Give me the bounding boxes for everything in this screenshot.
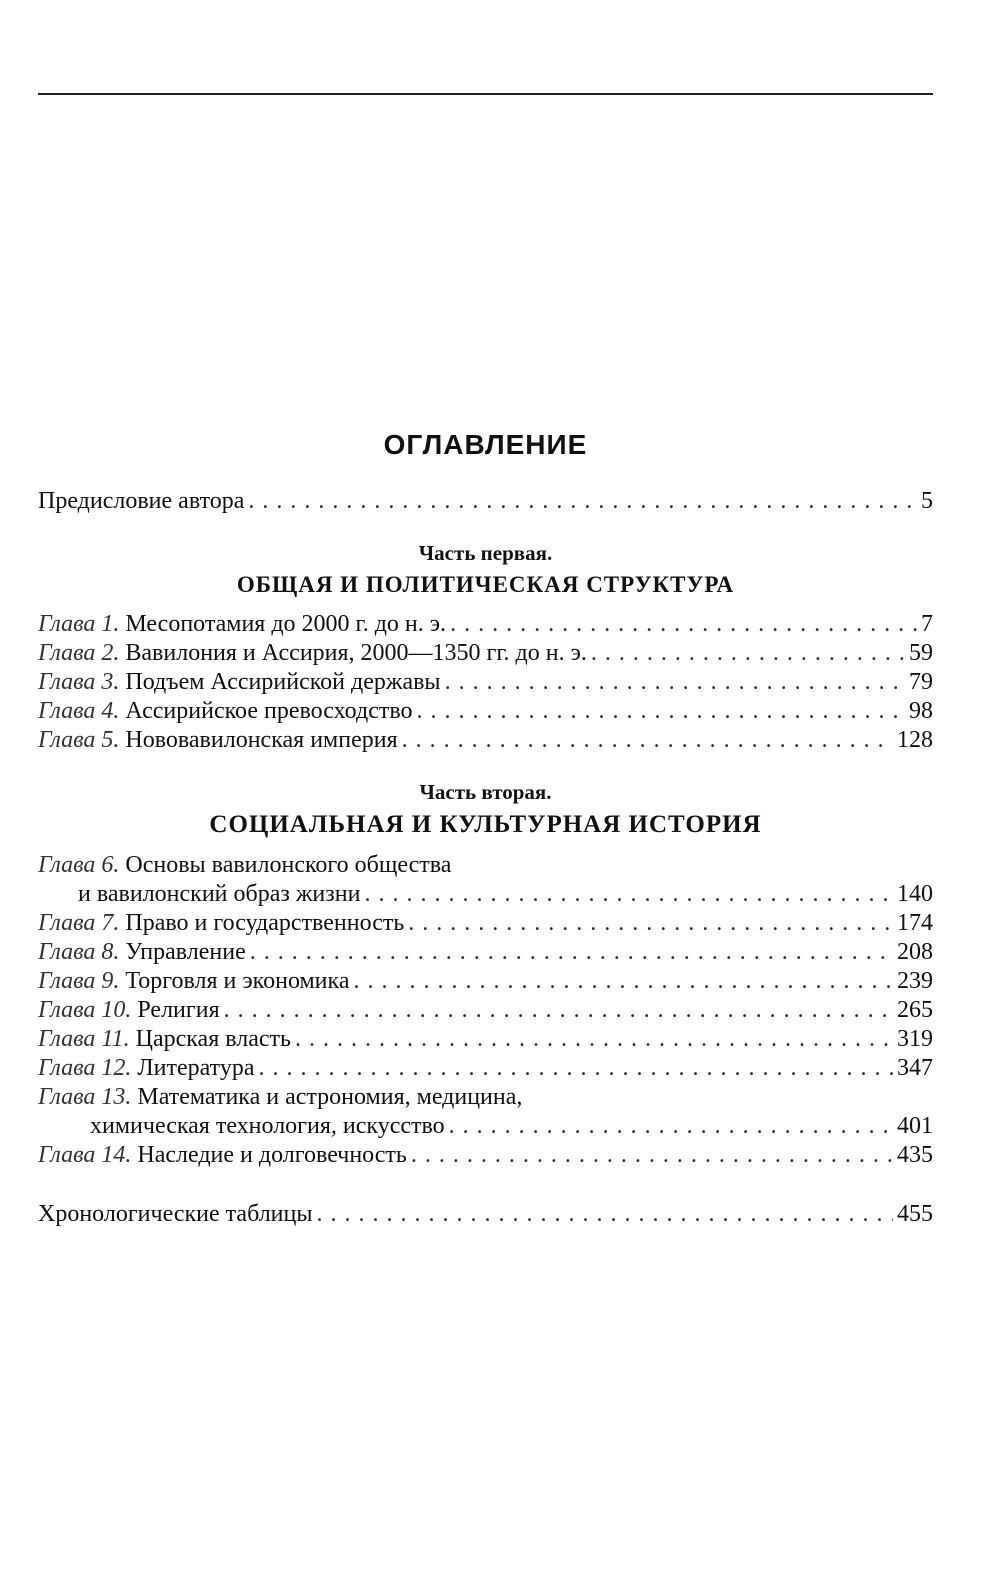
page-number: 128 [897,727,933,753]
entry-title: и вавилонский образ жизни [78,881,361,907]
chapter-number: Глава 11. [38,1026,130,1052]
chapter-number: Глава 3. [38,669,120,695]
top-rule [38,93,933,95]
chapter-number: Глава 8. [38,939,120,965]
dot-leader [250,938,893,967]
toc-entry-chapter-5 [38,726,933,755]
dot-leader [591,639,905,668]
entry-title: Подъем Ассирийской державы [125,669,441,695]
toc-entry-chapter-6-line2 [38,880,933,909]
part2-title: СОЦИАЛЬНАЯ И КУЛЬТУРНАЯ ИСТОРИЯ [209,811,762,838]
toc-entry-chapter-10 [38,996,933,1025]
chapter-number: Глава 1. [38,611,120,637]
entry-title: Основы вавилонского общества [125,852,452,878]
dot-leader [445,668,905,697]
page-number: 239 [897,968,933,994]
page-number: 265 [897,997,933,1023]
toc-entry-chronology [38,1200,933,1229]
chapter-number: Глава 7. [38,910,120,936]
toc-entry-chapter-12 [38,1054,933,1083]
entry-title: Предисловие автора [38,488,245,514]
dot-leader [248,487,917,516]
entry-title: Торговля и экономика [125,968,350,994]
dot-leader [224,996,893,1025]
toc-entry-chapter-13-line2 [38,1112,933,1141]
page-number: 435 [897,1142,933,1168]
dot-leader [408,909,893,938]
dot-leader [317,1200,894,1229]
chapter-number: Глава 4. [38,698,120,724]
page-number: 347 [897,1055,933,1081]
page-number: 7 [921,611,933,637]
toc-entry-chapter-13-line1 [38,1083,933,1112]
entry-title: Нововавилонская империя [125,727,398,753]
entry-title: Хронологические таблицы [38,1201,313,1227]
dot-leader [450,610,917,639]
table-of-contents [38,420,933,1229]
dot-leader [449,1112,893,1141]
toc-title: ОГЛАВЛЕНИЕ [383,429,588,460]
page-number: 140 [897,881,933,907]
page-number: 5 [921,488,933,514]
entry-title: Вавилония и Ассирия, 2000—1350 гг. до н. э. [125,640,587,666]
chapter-number: Глава 13. [38,1084,132,1110]
part2-label: Часть вторая. [419,780,552,804]
part1-title: ОБЩАЯ И ПОЛИТИЧЕСКАЯ СТРУКТУРА [236,572,735,597]
chapter-number: Глава 12. [38,1055,132,1081]
dot-leader [295,1025,893,1054]
dot-leader [411,1141,893,1170]
page-number: 319 [897,1026,933,1052]
entry-title: Право и государственность [125,910,405,936]
page-number: 79 [909,669,933,695]
toc-entry-chapter-1 [38,610,933,639]
toc-entry-chapter-3 [38,668,933,697]
page-number: 401 [897,1113,933,1139]
entry-title: Царская власть [135,1026,291,1052]
page-number: 174 [897,910,933,936]
chapter-number: Глава 2. [38,640,120,666]
toc-entry-chapter-14 [38,1141,933,1170]
page-number: 208 [897,939,933,965]
toc-entry-chapter-8 [38,938,933,967]
chapter-number: Глава 14. [38,1142,132,1168]
entry-title: Месопотамия до 2000 г. до н. э. [125,611,447,637]
dot-leader [259,1054,893,1083]
chapter-number: Глава 5. [38,727,120,753]
entry-title: Религия [137,997,220,1023]
toc-entry-chapter-2 [38,639,933,668]
chapter-number: Глава 6. [38,852,120,878]
page-number: 455 [897,1201,933,1227]
toc-entry-chapter-6-line1 [38,851,933,880]
entry-title: Ассирийское превосходство [125,698,413,724]
entry-title: Управление [125,939,246,965]
page-number: 59 [909,640,933,666]
entry-title: Наследие и долговечность [137,1142,407,1168]
chapter-number: Глава 9. [38,968,120,994]
toc-entry-chapter-9 [38,967,933,996]
dot-leader [402,726,893,755]
entry-title: химическая технология, искусство [90,1113,445,1139]
toc-entry-chapter-7 [38,909,933,938]
entry-title: Литература [137,1055,255,1081]
part1-label: Часть первая. [418,541,553,565]
toc-entry-chapter-4 [38,697,933,726]
dot-leader [353,967,893,996]
dot-leader [417,697,905,726]
entry-title: Математика и астрономия, медицина, [137,1084,523,1110]
dot-leader [364,880,893,909]
toc-entry-chapter-11 [38,1025,933,1054]
chapter-number: Глава 10. [38,997,132,1023]
toc-entry-preface [38,487,933,516]
page-number: 98 [909,698,933,724]
